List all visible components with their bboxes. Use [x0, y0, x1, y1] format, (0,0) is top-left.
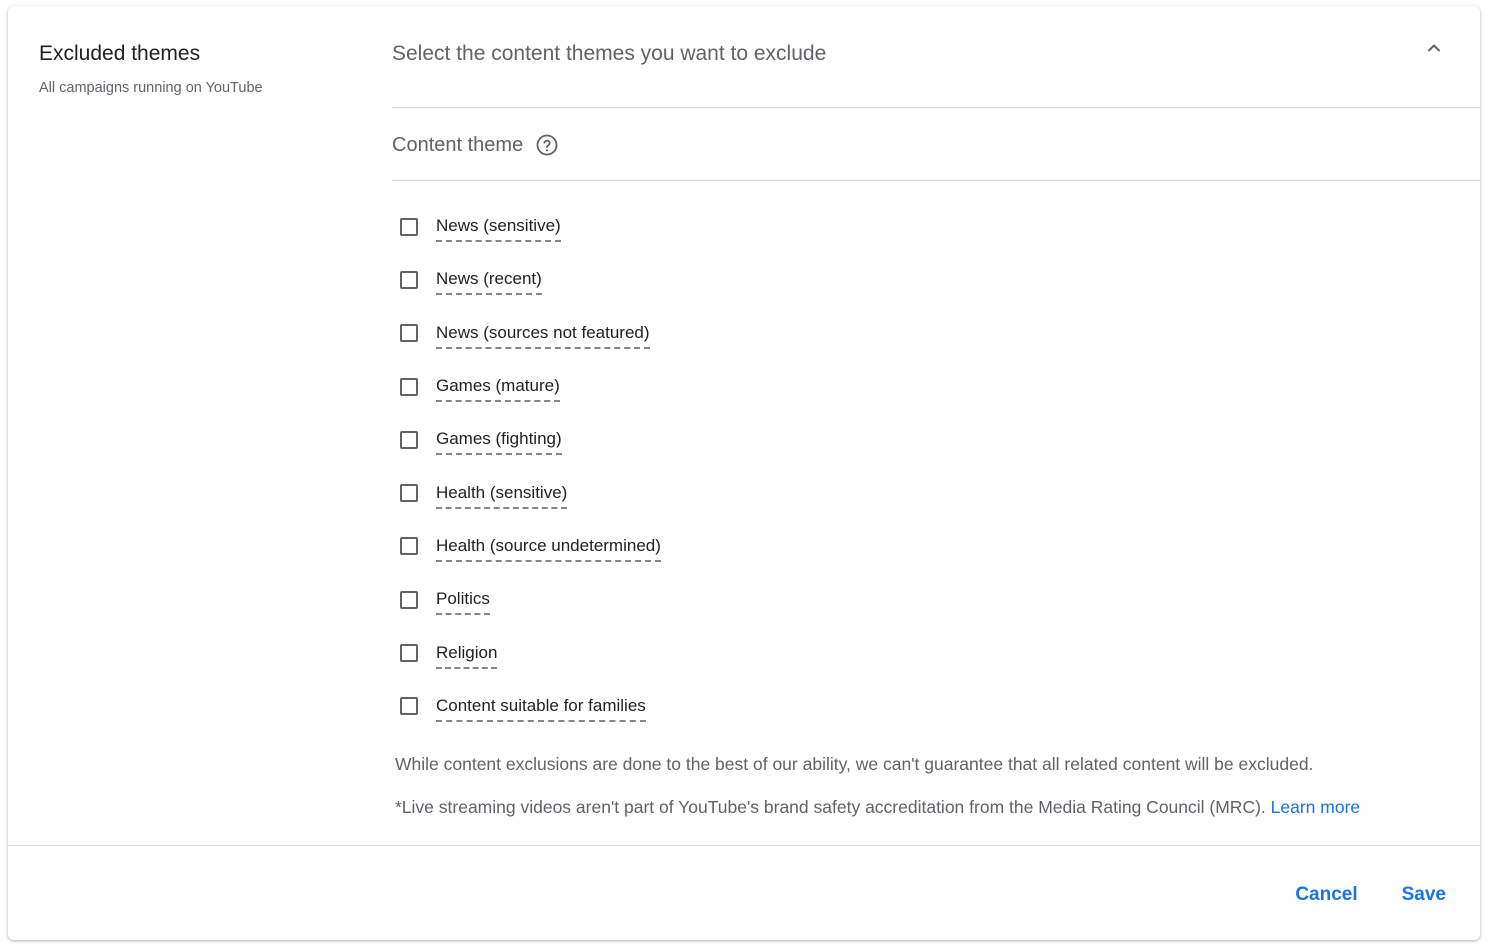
excluded-themes-card	[8, 6, 1480, 940]
footer-actions	[1285, 878, 1456, 912]
checkbox[interactable]	[400, 218, 418, 236]
theme-item-health-source-undetermined[interactable]	[398, 520, 661, 573]
live-streaming-text: *Live streaming videos aren't part of YouTube's brand safety accreditation from the Media Rating Council (MRC).	[395, 797, 1266, 817]
theme-item-games-fighting[interactable]	[398, 413, 661, 466]
checkbox[interactable]	[400, 378, 418, 396]
theme-label[interactable]: Content suitable for families	[436, 695, 646, 722]
help-circle-icon[interactable]	[535, 133, 559, 157]
footer-divider	[8, 845, 1480, 846]
theme-label[interactable]: News (recent)	[436, 268, 542, 295]
collapse-button[interactable]	[1416, 32, 1452, 64]
checkbox[interactable]	[400, 431, 418, 449]
theme-label[interactable]: Religion	[436, 642, 497, 669]
theme-label[interactable]: Games (mature)	[436, 375, 560, 402]
checkbox[interactable]	[400, 324, 418, 342]
section-subtitle: All campaigns running on YouTube	[39, 80, 263, 96]
theme-item-politics[interactable]	[398, 573, 661, 626]
panel-heading: Select the content themes you want to exclude	[392, 42, 827, 65]
theme-item-games-mature[interactable]	[398, 360, 661, 413]
learn-more-link[interactable]: Learn more	[1270, 797, 1361, 817]
disclaimer-note: While content exclusions are done to the best of our ability, we can't guarantee that all related content will be excluded.	[395, 754, 1314, 774]
checkbox[interactable]	[400, 484, 418, 502]
theme-item-health-sensitive[interactable]	[398, 466, 661, 519]
content-theme-header	[392, 132, 559, 158]
theme-item-content-suitable-for-families[interactable]	[398, 680, 661, 733]
section-summary	[39, 40, 359, 98]
theme-label[interactable]: News (sources not featured)	[436, 322, 650, 349]
section-title: Excluded themes	[39, 42, 201, 65]
divider	[392, 180, 1480, 181]
checkbox[interactable]	[400, 271, 418, 289]
save-button[interactable]: Save	[1392, 878, 1456, 912]
theme-label[interactable]: Games (fighting)	[436, 428, 562, 455]
cancel-button[interactable]: Cancel	[1285, 878, 1367, 912]
checkbox[interactable]	[400, 537, 418, 555]
theme-label[interactable]: Health (source undetermined)	[436, 535, 661, 562]
theme-label[interactable]: News (sensitive)	[436, 215, 561, 242]
theme-label[interactable]: Health (sensitive)	[436, 482, 567, 509]
checkbox[interactable]	[400, 697, 418, 715]
content-theme-label: Content theme	[392, 134, 524, 156]
live-streaming-note	[395, 795, 1360, 819]
theme-item-news-sources-not-featured[interactable]	[398, 307, 661, 360]
theme-item-news-recent[interactable]	[398, 253, 661, 306]
theme-checkbox-list	[398, 200, 661, 733]
chevron-up-icon	[1424, 38, 1444, 58]
theme-label[interactable]: Politics	[436, 588, 490, 615]
checkbox[interactable]	[400, 644, 418, 662]
checkbox[interactable]	[400, 591, 418, 609]
theme-item-news-sensitive[interactable]	[398, 200, 661, 253]
divider	[392, 107, 1480, 108]
theme-item-religion[interactable]	[398, 626, 661, 679]
